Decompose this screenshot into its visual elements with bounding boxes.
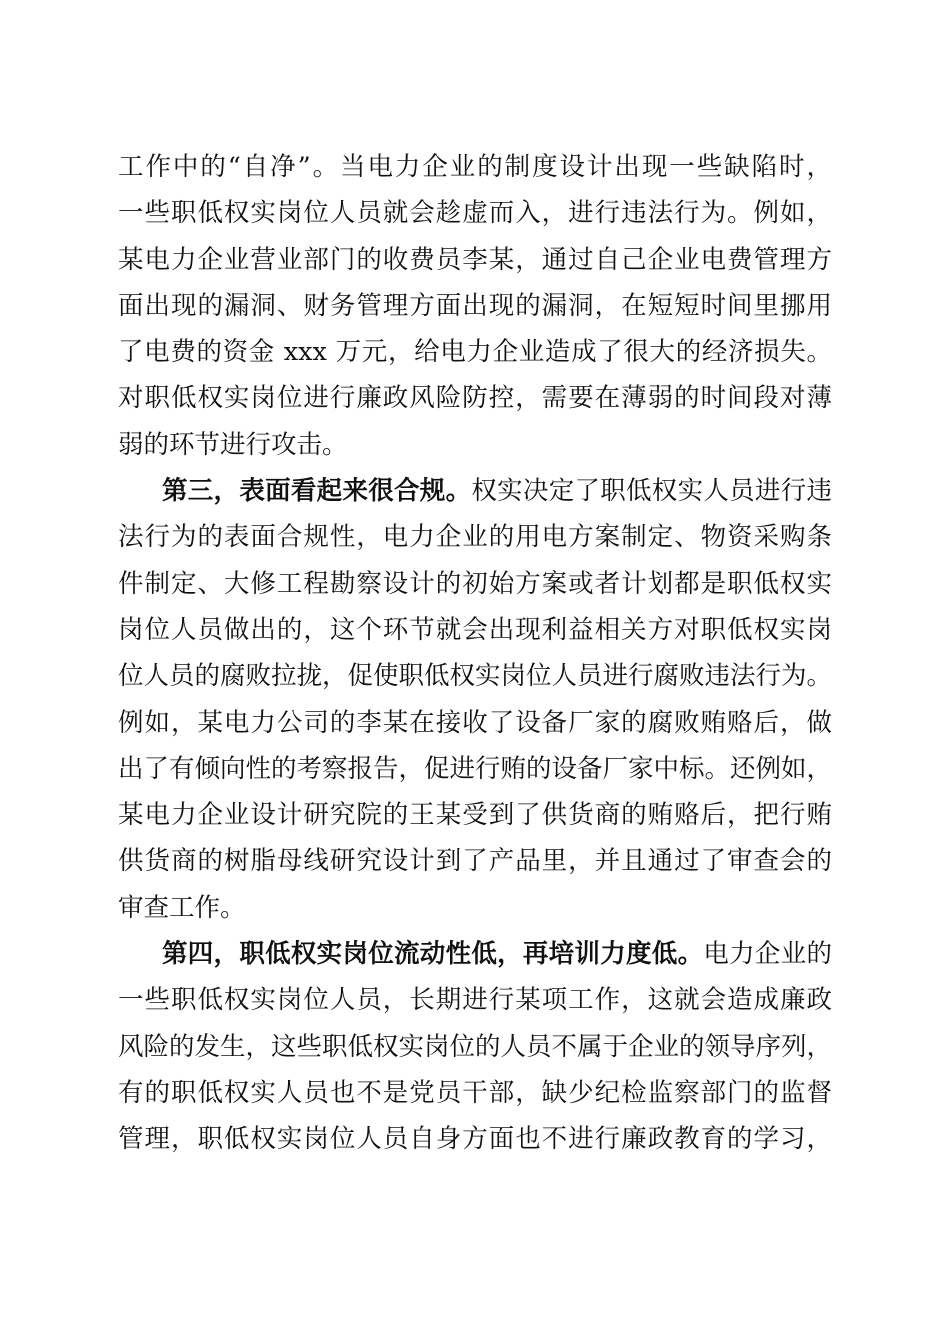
paragraph-3-line-2: 一些职低权实岗位人员，长期进行某项工作，这就会造成廉政 <box>118 985 832 1016</box>
paragraph-3-heading: 第四，职低权实岗位流动性低，再培训力度低。 <box>162 939 704 970</box>
paragraph-2-line-8: 某电力企业设计研究院的王某受到了供货商的贿赂后，把行贿 <box>118 800 832 831</box>
paragraph-2-line-10: 审查工作。 <box>118 892 246 923</box>
paragraph-2-line-9: 供货商的树脂母线研究设计到了产品里，并且通过了审查会的 <box>118 846 832 877</box>
paragraph-1-line-1: 工作中的“自净”。当电力企业的制度设计出现一些缺陷时， <box>118 152 832 182</box>
paragraph-1-line-4: 面出现的漏洞、财务管理方面出现的漏洞，在短短时间里挪用 <box>118 290 832 321</box>
paragraph-1-line-7: 弱的环节进行攻击。 <box>118 429 348 460</box>
paragraph-2-line-7: 出了有倾向性的考察报告，促进行贿的设备厂家中标。还例如， <box>118 753 832 784</box>
paragraph-2-line-6: 例如，某电力公司的李某在接收了设备厂家的腐败贿赂后，做 <box>118 707 832 738</box>
paragraph-2-line-5: 位人员的腐败拉拢，促使职低权实岗位人员进行腐败违法行为。 <box>118 661 832 692</box>
document-body <box>118 144 832 1163</box>
paragraph-1-line-2: 一些职低权实岗位人员就会趁虚而入，进行违法行为。例如， <box>118 198 832 229</box>
paragraph-2-line-4: 岗位人员做出的，这个环节就会出现利益相关方对职低权实岗 <box>118 614 832 645</box>
paragraph-3-line-3: 风险的发生，这些职低权实岗位的人员不属于企业的领导序列， <box>118 1031 832 1062</box>
paragraph-3-line-5: 管理，职低权实岗位人员自身方面也不进行廉政教育的学习， <box>118 1124 832 1155</box>
paragraph-1-line-5: 了电费的资金 xxx 万元，给电力企业造成了很大的经济损失。 <box>118 337 832 368</box>
paragraph-2-heading: 第三，表面看起来很合规。 <box>162 476 472 507</box>
paragraph-2-line-1 <box>118 468 832 514</box>
paragraph-3-line-4: 有的职低权实人员也不是党员干部，缺少纪检监察部门的监督 <box>118 1077 832 1108</box>
paragraph-1-line-3: 某电力企业营业部门的收费员李某，通过自己企业电费管理方 <box>118 244 832 275</box>
paragraph-3-line-1-text: 电力企业的 <box>703 939 832 970</box>
paragraph-2-line-2: 法行为的表面合规性，电力企业的用电方案制定、物资采购条 <box>118 522 832 553</box>
paragraph-2-line-1-text: 权实决定了职低权实人员进行违 <box>471 476 832 507</box>
paragraph-1-line-6: 对职低权实岗位进行廉政风险防控，需要在薄弱的时间段对薄 <box>118 383 832 414</box>
paragraph-2-line-3: 件制定、大修工程勘察设计的初始方案或者计划都是职低权实 <box>118 568 832 599</box>
paragraph-3-line-1 <box>118 931 832 977</box>
